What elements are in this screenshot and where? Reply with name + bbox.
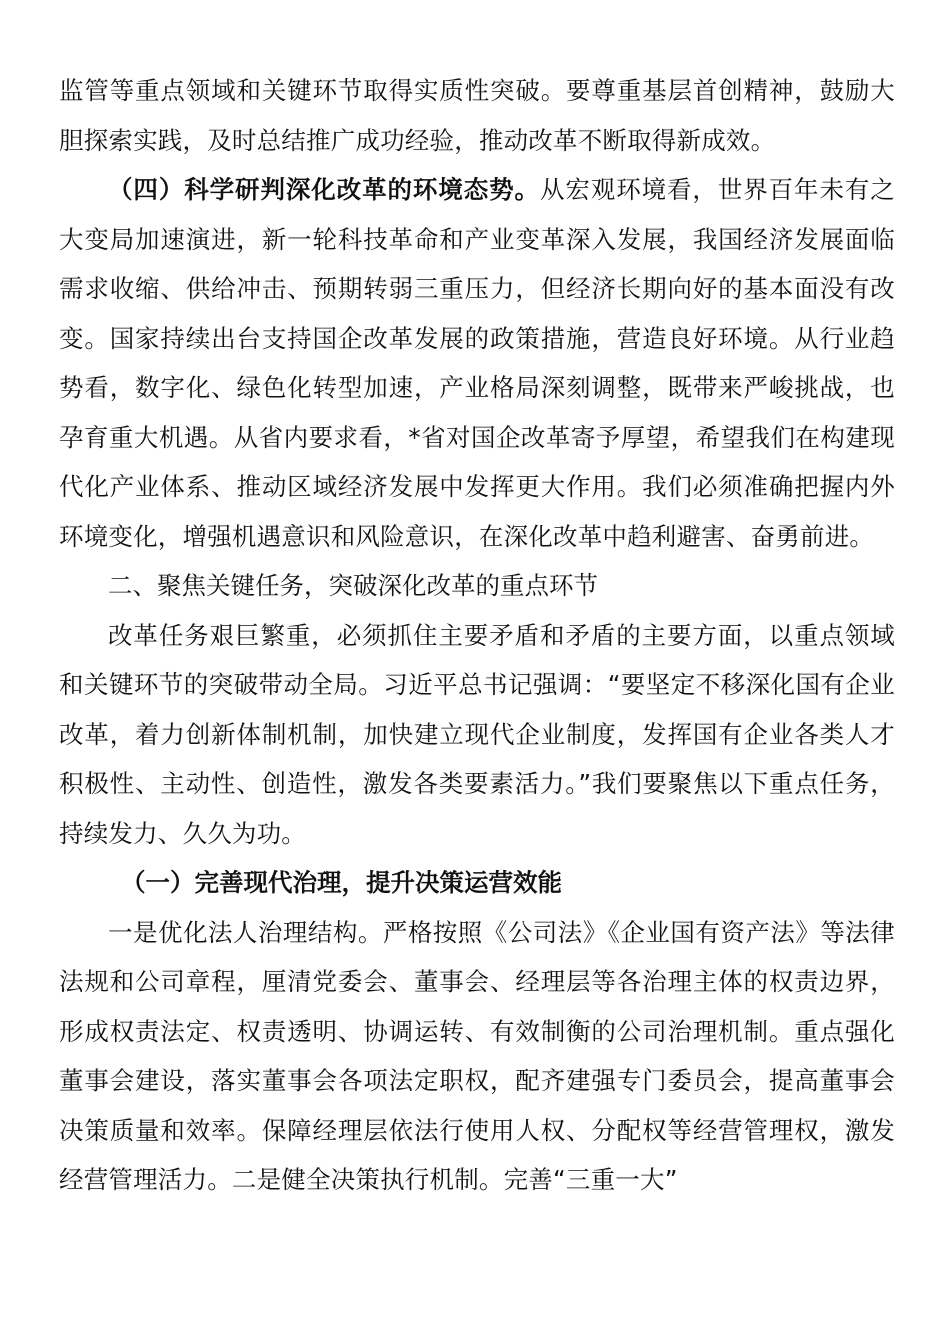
subheading-environment: （四）科学研判深化改革的环境态势。 (108, 175, 540, 204)
paragraph-reform-breakthrough: 监管等重点领域和关键环节取得实质性突破。要尊重基层首创精神，鼓励大胆探索实践，及时总结推广成功经验，推动改革不断取得新成效。 (59, 76, 895, 155)
paragraph-environment-body: 从宏观环境看，世界百年未有之大变局加速演进，新一轮科技革命和产业变革深入发展，我国经济发展面临需求收缩、供给冲击、预期转弱三重压力，但经济长期向好的基本面没有改变。国家持续出台支持国企改革发展的政策措施，营造良好环境。从行业趋势看，数字化、绿色化转型加速，产业格局深刻调整，既带来严峻挑战，也孕育重大机遇。从省内要求看，*省对国企改革寄予厚望，希望我们在构建现代化产业体系、推动区域经济发展中发挥更大作用。我们必须准确把握内外环境变化，增强机遇意识和风险意识，在深化改革中趋利避害、奋勇前进。 (59, 175, 895, 551)
subheading-modern-governance: （一）完善现代治理，提升决策运营效能 (121, 868, 562, 897)
section-heading-key-tasks: 二、聚焦关键任务，突破深化改革的重点环节 (108, 571, 598, 600)
paragraph-environment-analysis (59, 165, 895, 561)
document-page (59, 66, 895, 1205)
paragraph-key-tasks-intro: 改革任务艰巨繁重，必须抓住主要矛盾和矛盾的主要方面，以重点领域和关键环节的突破带动全局。习近平总书记强调：“要坚定不移深化国有企业改革，着力创新体制机制，加快建立现代企业制度，发挥国有企业各类人才积极性、主动性、创造性，激发各类要素活力。”我们要聚焦以下重点任务，持续发力、久久为功。 (59, 620, 895, 848)
paragraph-governance-structure: 一是优化法人治理结构。严格按照《公司法》《企业国有资产法》等法律法规和公司章程，厘清党委会、董事会、经理层等各治理主体的权责边界，形成权责法定、权责透明、协调运转、有效制衡的公司治理机制。重点强化董事会建设，落实董事会各项法定职权，配齐建强专门委员会，提高董事会决策质量和效率。保障经理层依法行使用人权、分配权等经营管理权，激发经营管理活力。二是健全决策执行机制。完善“三重一大” (59, 917, 895, 1194)
